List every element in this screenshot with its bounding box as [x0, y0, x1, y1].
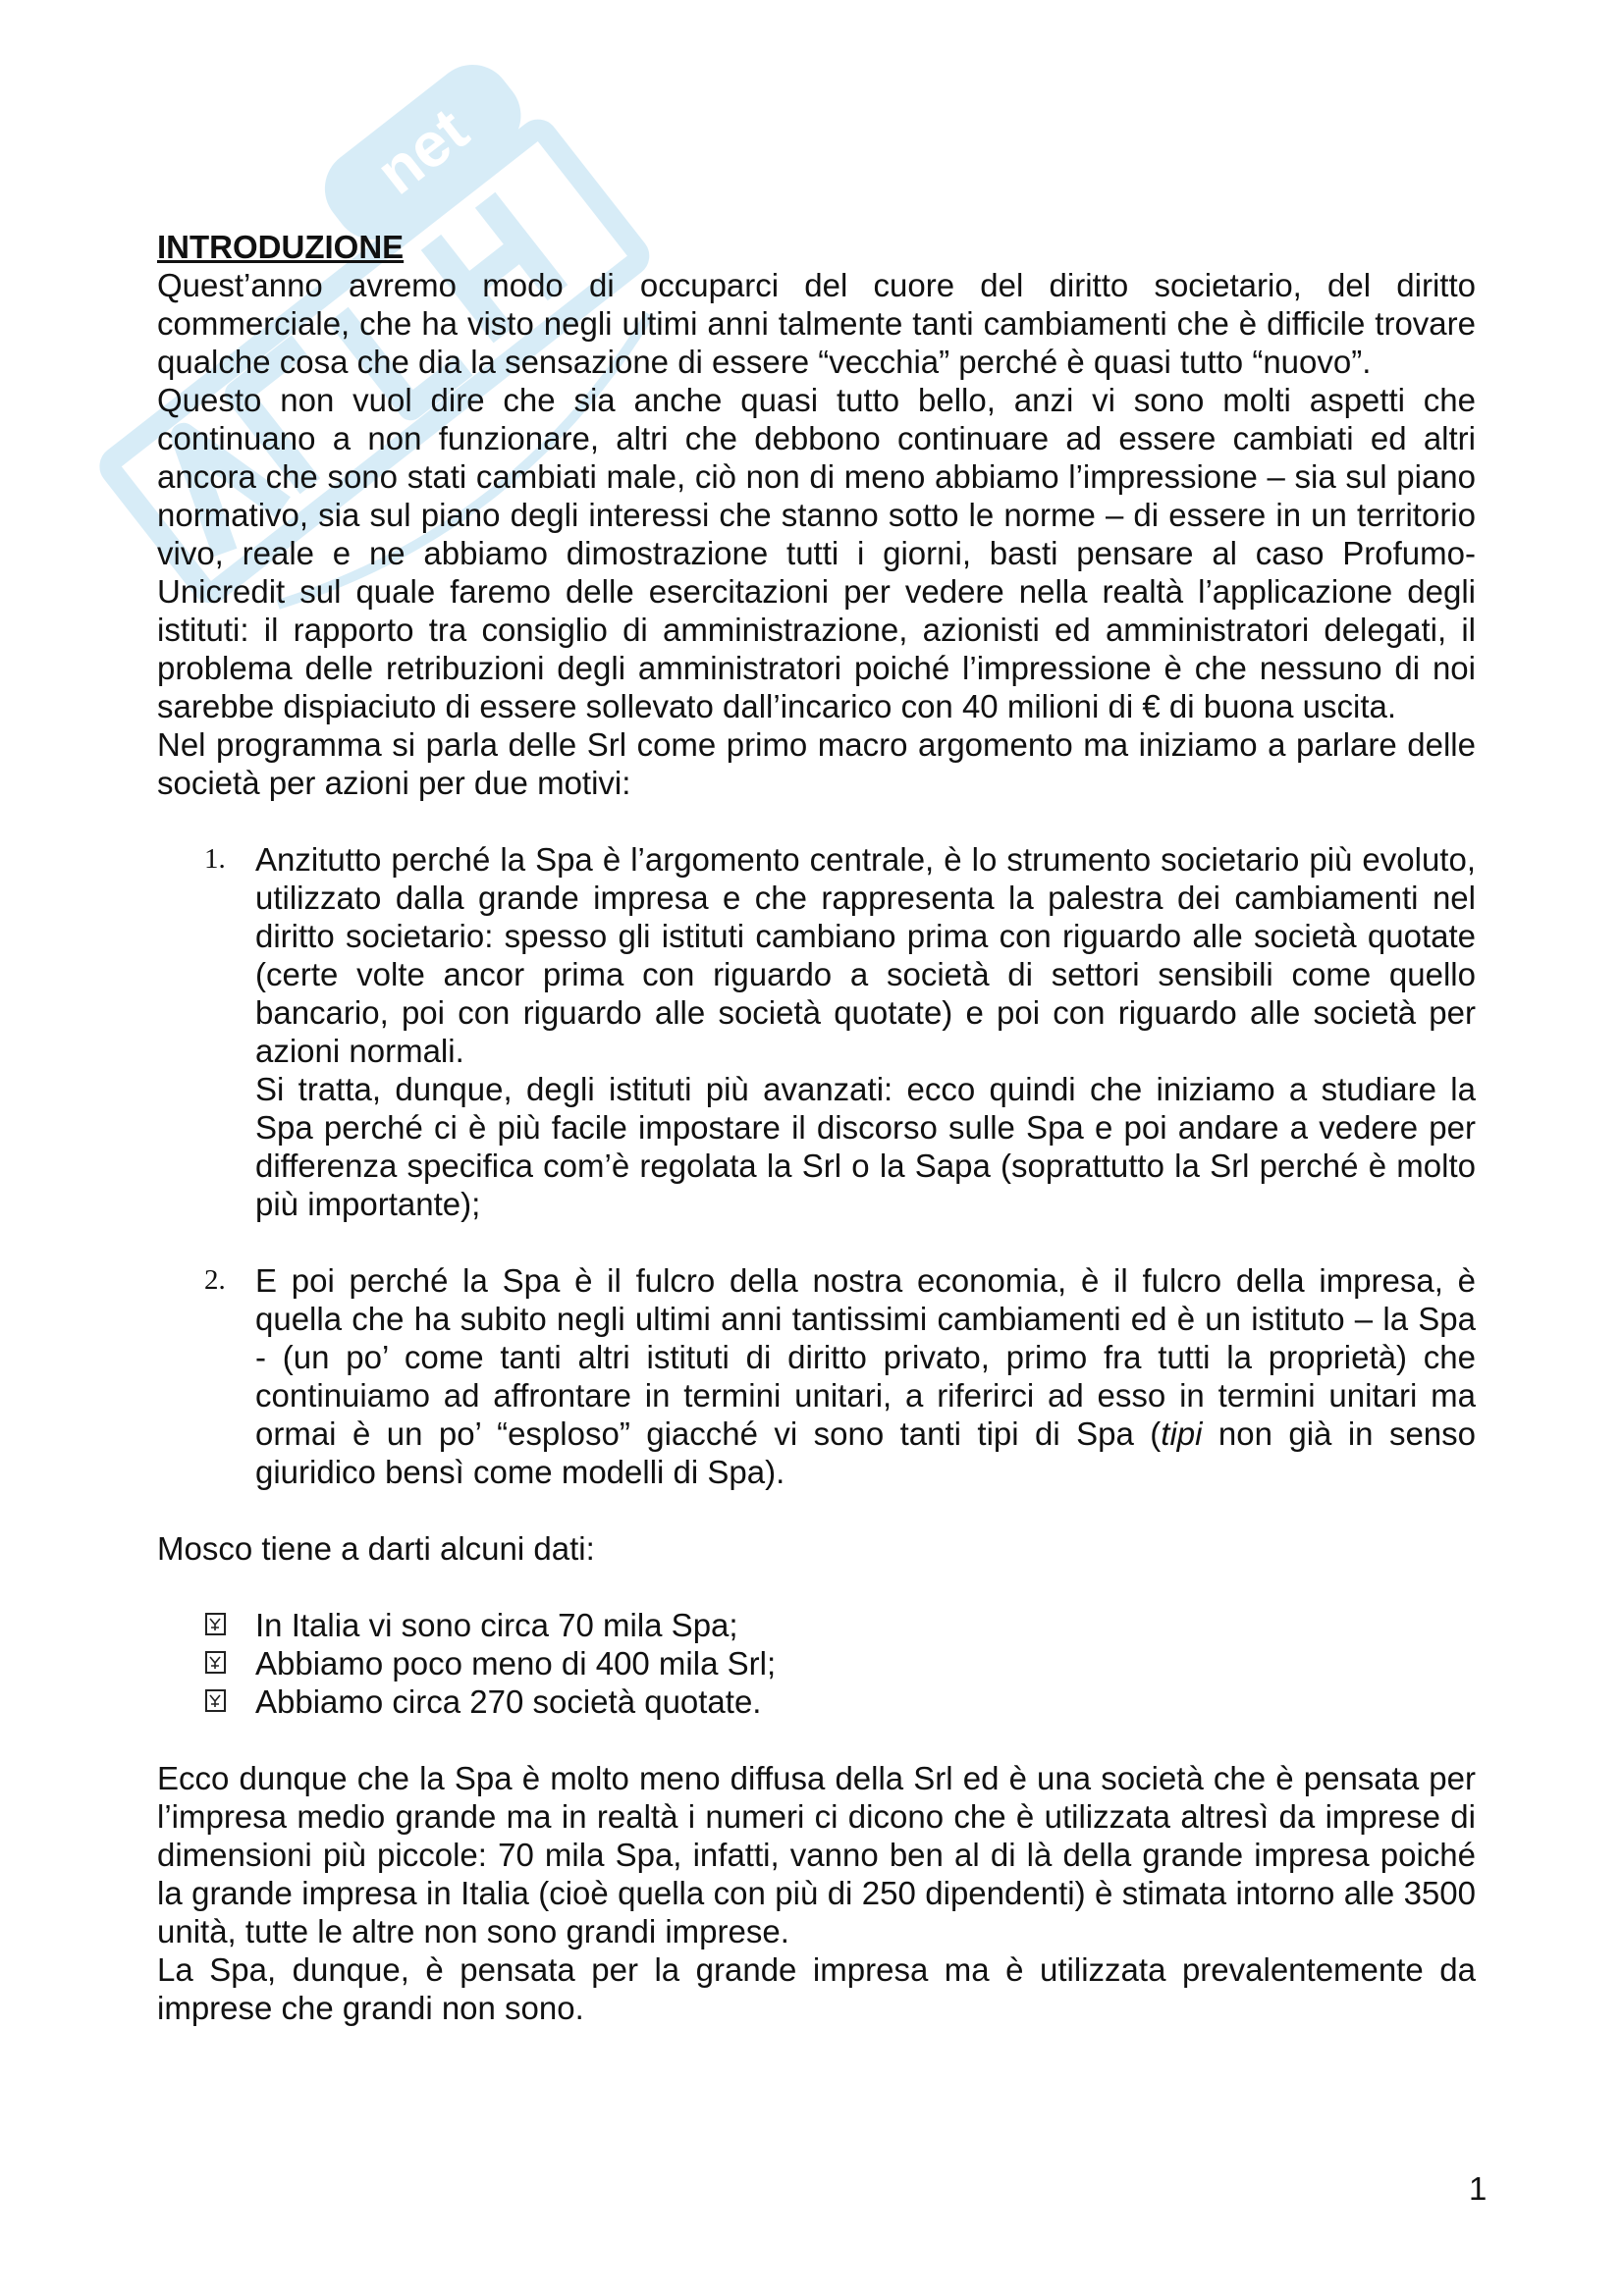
fact-text: In Italia vi sono circa 70 mila Spa;	[255, 1607, 738, 1643]
checkbox-bullet-icon	[205, 1613, 226, 1635]
document-body	[157, 228, 1476, 2027]
data-intro: Mosco tiene a darti alcuni dati:	[157, 1530, 595, 1567]
intro-paragraph-2: Questo non vuol dire che sia anche quasi tutto bello, anzi vi sono molti aspetti che continuano a non funzionare, altri che debbono continuare ad essere cambiati ed altri ancora che sono stati cambiati male, ciò non di meno abbiamo l’impressione – sia sul piano normativo, sia sul piano degli interessi che stanno sotto le norme – di essere in un territorio vivo, reale e ne abbiamo dimostrazione tutti i giorni, basti pensare al caso Profumo-Unicredit sul quale faremo delle esercitazioni per vedere nella realtà l’applicazione degli istituti: il rapporto tra consiglio di amministrazione, azionisti ed amministratori delegati, il problema delle retribuzioni degli amministratori poiché l’impressione è che nessuno di noi sarebbe dispiaciuto di essere sollevato dall’incarico con 40 milioni di € di buona uscita.	[157, 382, 1476, 724]
reason-number-2: 2.	[204, 1264, 226, 1296]
fact-item	[157, 1682, 1476, 1721]
closing-paragraph-2: La Spa, dunque, è pensata per la grande impresa ma è utilizzata prevalentemente da imprese che grandi non sono.	[157, 1951, 1476, 2026]
reasons-list	[157, 840, 1476, 1491]
fact-item	[157, 1644, 1476, 1682]
reason-2-text-start: E poi perché la Spa è il fulcro della nostra economia, è il fulcro della impresa, è quella che ha subito negli ultimi anni tantissimi cambiamenti ed è un istituto – la Spa - (un po’ come tanti altri istituti di diritto privato, primo fra tutti la proprietà) che continuiamo ad affrontare in termini unitari, a riferirci ad esso in termini unitari ma ormai è un po’ “esploso” giacché vi sono tanti tipi di Spa (	[255, 1262, 1476, 1452]
reason-1-paragraph-1: Anzitutto perché la Spa è l’argomento centrale, è lo strumento societario più evoluto, utilizzato dalla grande impresa e che rappresenta la palestra dei cambiamenti nel diritto societario: spesso gli istituti cambiano prima con riguardo alle società quotate (certe volte ancor prima con riguardo a società di settori sensibili come quello bancario, poi con riguardo alle società quotate) e poi con riguardo alle società per azioni normali.	[255, 841, 1476, 1069]
fact-text: Abbiamo poco meno di 400 mila Srl;	[255, 1645, 777, 1682]
reason-2-paragraph	[255, 1261, 1476, 1491]
reason-number-1: 1.	[204, 843, 226, 875]
fact-item	[157, 1606, 1476, 1644]
reason-2-italic-word: tipi	[1161, 1415, 1203, 1452]
reason-item-2	[157, 1261, 1476, 1491]
checkbox-bullet-icon	[205, 1651, 226, 1674]
facts-list	[157, 1606, 1476, 1721]
page-title: INTRODUZIONE	[157, 229, 405, 265]
reason-1-paragraph-2: Si tratta, dunque, degli istituti più avanzati: ecco quindi che iniziamo a studiare la Spa perché ci è più facile impostare il discorso sulle Spa e poi andare a vedere per differenza specifica com’è regolata la Srl o la Sapa (soprattutto la Srl perché è molto più importante);	[255, 1071, 1476, 1222]
intro-paragraph-1: Quest’anno avremo modo di occuparci del cuore del diritto societario, del diritto commerciale, che ha visto negli ultimi anni talmente tanti cambiamenti che è difficile trovare qualche cosa che dia la sensazione di essere “vecchia” perché è quasi tutto “nuovo”.	[157, 267, 1476, 380]
closing-paragraph-1: Ecco dunque che la Spa è molto meno diffusa della Srl ed è una società che è pensata per l’impresa medio grande ma in realtà i numeri ci dicono che è utilizzata altresì da imprese di dimensioni più piccole: 70 mila Spa, infatti, vanno ben al di là della grande impresa poiché la grande impresa in Italia (cioè quella con più di 250 dipendenti) è stimata intorno alle 3500 unità, tutte le altre non sono grandi imprese.	[157, 1760, 1476, 1949]
intro-paragraph-3: Nel programma si parla delle Srl come primo macro argomento ma iniziamo a parlare delle società per azioni per due motivi:	[157, 726, 1476, 801]
reason-2-text-end: non già in senso giuridico bensì come modelli di Spa).	[255, 1415, 1477, 1490]
fact-text: Abbiamo circa 270 società quotate.	[255, 1683, 762, 1720]
watermark-brand-text: net	[362, 93, 481, 208]
reason-item-1	[157, 840, 1476, 1223]
checkbox-bullet-icon	[205, 1689, 226, 1712]
page-number: 1	[1469, 2170, 1488, 2207]
